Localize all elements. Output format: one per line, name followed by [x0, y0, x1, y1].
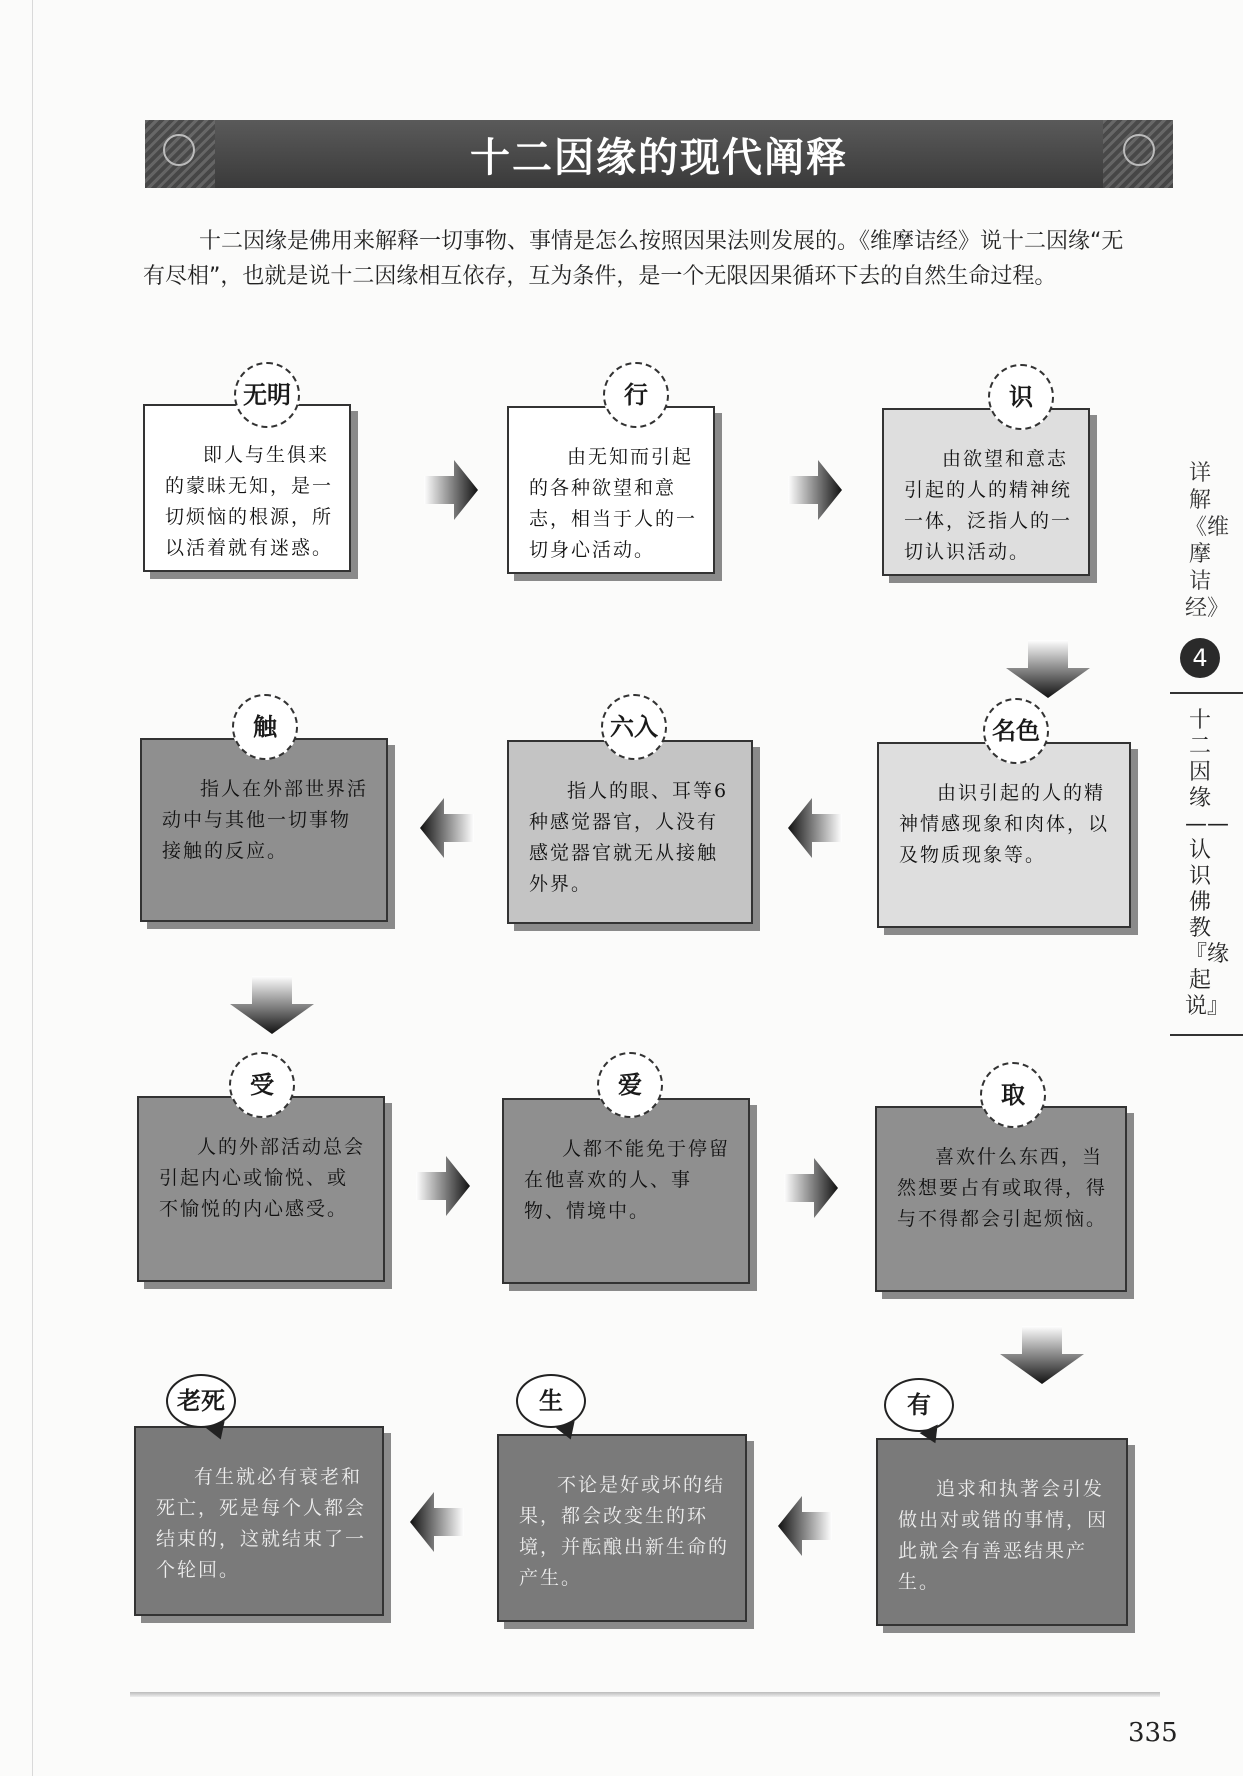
- step-box-liuru: [507, 740, 753, 924]
- step-text: 即人与生俱来的蒙昧无知，是一切烦恼的根源，所以活着就有迷惑。: [165, 444, 334, 559]
- arrow-left-icon: [418, 796, 474, 860]
- page-title: 十二因缘的现代阐释: [470, 135, 848, 181]
- step-text: 有生就必有衰老和死亡，死是每个人都会结束的，这就结束了一个轮回。: [156, 1466, 367, 1581]
- page-edge: [32, 0, 33, 1776]
- step-text: 人都不能免于停留在他喜欢的人、事物、情境中。: [524, 1138, 731, 1222]
- step-text: 追求和执著会引发做出对或错的事情，因此就会有善恶结果产生。: [898, 1478, 1109, 1593]
- step-text: 由识引起的人的精神情感现象和肉体，以及物质现象等。: [899, 782, 1110, 866]
- arrow-down-icon: [230, 976, 314, 1034]
- step-text: 人的外部活动总会引起内心或愉悦、或不愉悦的内心感受。: [159, 1136, 366, 1220]
- side-divider: [1170, 1034, 1243, 1036]
- step-label-chu: 触: [232, 694, 298, 760]
- step-label-qu: 取: [980, 1062, 1046, 1128]
- step-box-ai: [502, 1098, 750, 1284]
- step-label-shi: 识: [988, 364, 1054, 430]
- side-divider: [1170, 692, 1243, 694]
- step-label-ai: 爱: [597, 1052, 663, 1118]
- step-label-sheng: 生: [516, 1374, 586, 1428]
- step-text: 由无知而引起的各种欲望和意志，相当于人的一切身心活动。: [529, 446, 698, 561]
- step-box-qu: [875, 1106, 1127, 1292]
- step-text: 指人的眼、耳等6种感觉器官，人没有感觉器官就无从接触外界。: [529, 780, 729, 895]
- step-box-you: [876, 1438, 1128, 1626]
- step-text: 由欲望和意志引起的人的精神统一体，泛指人的一切认识活动。: [904, 448, 1073, 563]
- arrow-down-icon: [1006, 640, 1090, 698]
- step-label-laosi: 老死: [166, 1374, 236, 1428]
- book-title-vertical: 详解《维摩诘经》: [1185, 461, 1230, 621]
- step-label-shou: 受: [229, 1052, 295, 1118]
- arrow-left-icon: [408, 1490, 464, 1554]
- step-box-laosi: [134, 1426, 384, 1616]
- arrow-down-icon: [1000, 1326, 1084, 1384]
- chapter-side-tab: [1170, 460, 1230, 1036]
- step-box-shou: [137, 1096, 385, 1282]
- step-text: 指人在外部世界活动中与其他一切事物接触的反应。: [162, 778, 369, 862]
- arrow-right-icon: [784, 1156, 840, 1220]
- arrow-left-icon: [776, 1494, 832, 1558]
- chapter-number-badge: 4: [1180, 638, 1220, 678]
- step-box-sheng: [497, 1434, 747, 1622]
- step-box-xing: [507, 406, 715, 574]
- step-label-mingse: 名色: [983, 698, 1049, 764]
- page-number: 335: [1128, 1718, 1178, 1748]
- chapter-title-vertical: 十二因缘——认识佛教『缘起说』: [1185, 708, 1230, 1019]
- step-box-shi: [882, 408, 1090, 576]
- step-text: 喜欢什么东西，当然想要占有或取得，得与不得都会引起烦恼。: [897, 1146, 1108, 1230]
- step-box-wuming: [143, 404, 351, 572]
- step-label-you: 有: [884, 1378, 954, 1432]
- arrow-right-icon: [424, 458, 480, 522]
- step-label-xing: 行: [603, 362, 669, 428]
- step-text: 不论是好或坏的结果，都会改变生的环境，并酝酿出新生命的产生。: [519, 1474, 730, 1589]
- intro-paragraph: 十二因缘是佛用来解释一切事物、事情是怎么按照因果法则发展的。《维摩诘经》说十二因缘“无有尽相”，也就是说十二因缘相互依存，互为条件，是一个无限因果循环下去的自然生命过程。: [143, 229, 1124, 289]
- step-box-mingse: [877, 742, 1131, 928]
- arrow-right-icon: [788, 458, 844, 522]
- arrow-right-icon: [416, 1154, 472, 1218]
- arrow-left-icon: [786, 796, 842, 860]
- footer-rule: [130, 1692, 1160, 1697]
- title-banner: [145, 120, 1173, 188]
- step-label-liuru: 六入: [601, 694, 667, 760]
- step-box-chu: [140, 738, 388, 922]
- step-label-wuming: 无明: [234, 362, 300, 428]
